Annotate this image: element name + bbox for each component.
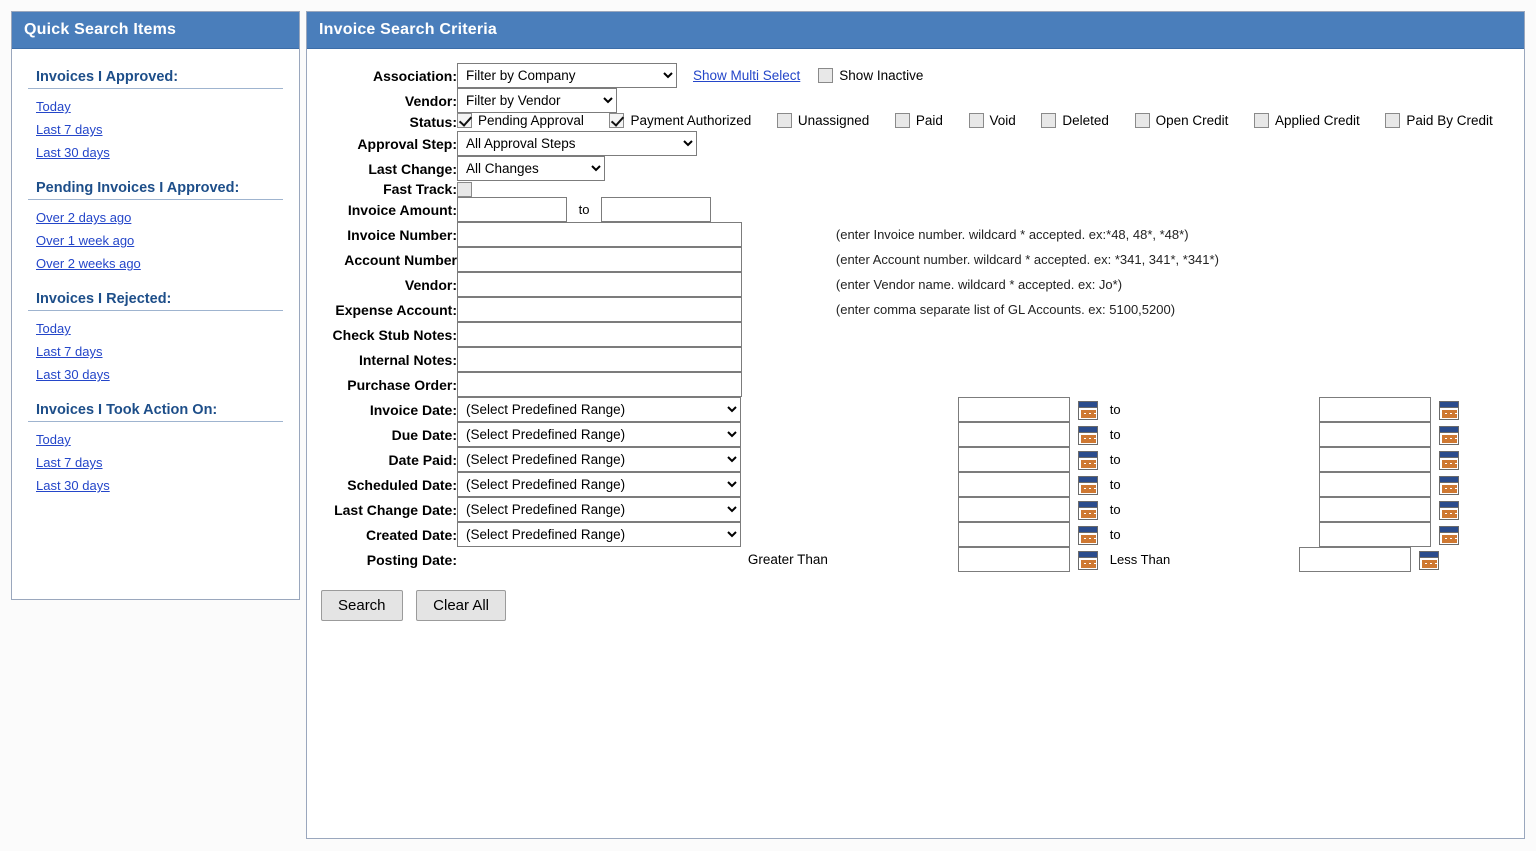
quick-search-link[interactable]: Last 7 days <box>36 344 103 359</box>
due-date-label: Due Date: <box>391 426 457 443</box>
row-last-change-date <box>307 497 1515 522</box>
purchase-order-input[interactable] <box>457 372 742 397</box>
show-inactive-checkbox[interactable] <box>818 68 833 83</box>
calendar-icon[interactable] <box>1078 501 1098 520</box>
purchase-order-label: Purchase Order: <box>347 376 457 393</box>
status-option-paid-by-credit <box>1385 113 1506 128</box>
invoice-amount-to-input[interactable] <box>601 197 711 222</box>
calendar-icon[interactable] <box>1439 426 1459 445</box>
quick-search-body <box>12 49 299 511</box>
created-date-to-input[interactable] <box>1319 522 1431 547</box>
calendar-icon[interactable] <box>1439 401 1459 420</box>
status-checkbox-label: Open Credit <box>1155 113 1229 128</box>
status-checkbox-label: Paid By Credit <box>1406 113 1493 128</box>
scheduled-date-to-field <box>1291 472 1515 497</box>
created-date-to-field <box>1291 522 1515 547</box>
created-date-range-select[interactable] <box>457 522 741 547</box>
form-buttons <box>307 572 1524 621</box>
account-number-field <box>457 247 836 272</box>
row-posting-date <box>307 547 1515 572</box>
association-label: Association: <box>372 67 457 84</box>
calendar-icon[interactable] <box>1078 401 1098 420</box>
quick-search-link[interactable]: Last 7 days <box>36 122 103 137</box>
last-change-date-from-field <box>836 497 1291 522</box>
status-checkbox-label: Unassigned <box>797 113 870 128</box>
invoice-search-form <box>307 49 1524 621</box>
due-date-to-input[interactable] <box>1319 422 1431 447</box>
status-checkbox-pending-approval[interactable] <box>457 113 472 128</box>
account-number-label: Account Number <box>344 251 457 268</box>
expense-account-field <box>457 297 836 322</box>
scheduled-date-from-field <box>836 472 1291 497</box>
due-date-range-select[interactable] <box>457 422 741 447</box>
invoice-amount-label: Invoice Amount: <box>347 201 457 218</box>
invoice-date-label: Invoice Date: <box>369 401 457 418</box>
calendar-icon[interactable] <box>1078 526 1098 545</box>
expense-account-hint: (enter comma separate list of GL Accounts. ex: 5100,5200) <box>835 302 1176 318</box>
quick-search-group-title: Invoices I Approved: <box>28 59 283 89</box>
invoice-date-to-input[interactable] <box>1319 397 1431 422</box>
status-checkbox-label: Payment Authorized <box>630 113 752 128</box>
invoice-date-range-select[interactable] <box>457 397 741 422</box>
invoice-search-header: Invoice Search Criteria <box>307 12 1524 49</box>
invoice-date-to-field <box>1291 397 1515 422</box>
row-check-stub-notes <box>307 322 1515 347</box>
date-paid-to-label: to <box>1109 452 1121 468</box>
vendor-name-input[interactable] <box>457 272 742 297</box>
posting-date-greater-label-cell <box>457 547 836 572</box>
row-invoice-date <box>307 397 1515 422</box>
due-date-from-input[interactable] <box>958 422 1070 447</box>
status-checkbox-deleted[interactable] <box>1041 113 1056 128</box>
row-invoice-number <box>307 222 1515 247</box>
due-date-to-label: to <box>1109 427 1121 443</box>
quick-search-header: Quick Search Items <box>12 12 299 49</box>
posting-date-greater-than-input[interactable] <box>958 547 1070 572</box>
last-change-field <box>457 156 1515 181</box>
calendar-icon[interactable] <box>1078 426 1098 445</box>
date-paid-to-input[interactable] <box>1319 447 1431 472</box>
invoice-amount-from-input[interactable] <box>457 197 567 222</box>
status-option-deleted <box>1041 113 1123 128</box>
calendar-icon[interactable] <box>1419 551 1439 570</box>
internal-notes-label: Internal Notes: <box>358 351 457 368</box>
status-checkbox-applied-credit[interactable] <box>1254 113 1269 128</box>
row-association <box>307 63 1515 88</box>
vendor-filter-select[interactable] <box>457 88 617 113</box>
scheduled-date-label: Scheduled Date: <box>347 476 457 493</box>
approval-step-field <box>457 131 1515 156</box>
vendor-filter-label: Vendor: <box>404 92 457 109</box>
internal-notes-field <box>457 347 836 372</box>
date-paid-to-field <box>1291 447 1515 472</box>
fast-track-checkbox[interactable] <box>457 182 472 197</box>
check-stub-notes-spacer <box>836 322 1515 347</box>
quick-search-link[interactable]: Today <box>36 321 71 336</box>
invoice-search-panel <box>306 11 1525 839</box>
quick-search-link[interactable]: Last 7 days <box>36 455 103 470</box>
status-checkbox-open-credit[interactable] <box>1135 113 1150 128</box>
due-date-from-field <box>836 422 1291 447</box>
status-option-payment-authorized <box>609 113 765 128</box>
row-status <box>307 113 1515 131</box>
status-checkbox-label: Paid <box>915 113 943 128</box>
quick-search-group <box>28 281 283 386</box>
calendar-icon[interactable] <box>1439 451 1459 470</box>
status-option-pending-approval <box>457 113 598 128</box>
date-paid-from-field <box>836 447 1291 472</box>
status-checkbox-label: Applied Credit <box>1275 113 1360 128</box>
created-date-from-input[interactable] <box>958 522 1070 547</box>
status-option-unassigned <box>777 113 883 128</box>
row-invoice-amount <box>307 197 1515 222</box>
row-approval-step <box>307 131 1515 156</box>
status-option-paid <box>895 113 957 128</box>
created-date-from-field <box>836 522 1291 547</box>
row-vendor-filter <box>307 88 1515 113</box>
status-field <box>457 113 1515 131</box>
invoice-number-hint: (enter Invoice number. wildcard * accepted. ex:*48, 48*, *48*) <box>835 227 1189 243</box>
purchase-order-spacer <box>836 372 1515 397</box>
quick-search-link[interactable]: Today <box>36 432 71 447</box>
association-select[interactable] <box>457 63 677 88</box>
quick-search-group-title: Invoices I Took Action On: <box>28 392 283 422</box>
quick-search-link[interactable]: Over 2 days ago <box>36 210 132 225</box>
calendar-icon[interactable] <box>1439 526 1459 545</box>
association-field <box>457 63 1515 88</box>
scheduled-date-range-select[interactable] <box>457 472 741 497</box>
invoice-date-range-field <box>457 397 836 422</box>
account-number-input[interactable] <box>457 247 742 272</box>
row-account-number <box>307 247 1515 272</box>
status-checkbox-paid[interactable] <box>895 113 910 128</box>
quick-search-link[interactable]: Last 30 days <box>36 367 110 382</box>
show-multi-select-link[interactable]: Show Multi Select <box>693 68 801 83</box>
invoice-number-input[interactable] <box>457 222 742 247</box>
vendor-name-hint: (enter Vendor name. wildcard * accepted. ex: Jo*) <box>835 277 1123 293</box>
date-paid-from-input[interactable] <box>958 447 1070 472</box>
row-purchase-order <box>307 372 1515 397</box>
status-option-applied-credit <box>1254 113 1374 128</box>
calendar-icon[interactable] <box>1078 551 1098 570</box>
status-option-open-credit <box>1135 113 1243 128</box>
quick-search-group-title: Invoices I Rejected: <box>28 281 283 311</box>
expense-account-input[interactable] <box>457 297 742 322</box>
last-change-label: Last Change: <box>368 160 457 177</box>
internal-notes-spacer <box>836 347 1515 372</box>
last-change-date-from-input[interactable] <box>958 497 1070 522</box>
due-date-range-field <box>457 422 836 447</box>
quick-search-link[interactable]: Today <box>36 99 71 114</box>
account-number-hint: (enter Account number. wildcard * accepted. ex: *341, 341*, *341*) <box>835 252 1219 268</box>
check-stub-notes-field <box>457 322 836 347</box>
invoice-date-from-field <box>836 397 1291 422</box>
created-date-to-label: to <box>1109 527 1121 543</box>
posting-date-less-than-input[interactable] <box>1299 547 1411 572</box>
approval-step-label: Approval Step: <box>357 135 457 152</box>
created-date-range-field <box>457 522 836 547</box>
invoice-date-to-label: to <box>1109 402 1121 418</box>
posting-date-label: Posting Date: <box>366 551 457 568</box>
status-checkbox-void[interactable] <box>969 113 984 128</box>
row-expense-account <box>307 297 1515 322</box>
last-change-date-range-select[interactable] <box>457 497 741 522</box>
last-change-select[interactable] <box>457 156 605 181</box>
scheduled-date-range-field <box>457 472 836 497</box>
show-inactive-label: Show Inactive <box>839 68 924 83</box>
check-stub-notes-label: Check Stub Notes: <box>332 326 457 343</box>
clear-all-button[interactable]: Clear All <box>416 590 506 621</box>
search-button[interactable]: Search <box>321 590 403 621</box>
row-date-paid <box>307 447 1515 472</box>
posting-date-greater-than-label: Greater Than <box>747 552 828 568</box>
row-fast-track <box>307 181 1515 197</box>
invoice-amount-field <box>457 197 1515 222</box>
last-change-date-to-input[interactable] <box>1319 497 1431 522</box>
quick-search-link[interactable]: Last 30 days <box>36 145 110 160</box>
invoice-number-label: Invoice Number: <box>347 226 457 243</box>
quick-search-group <box>28 59 283 164</box>
scheduled-date-to-input[interactable] <box>1319 472 1431 497</box>
status-checkbox-unassigned[interactable] <box>777 113 792 128</box>
date-paid-range-field <box>457 447 836 472</box>
quick-search-group-title: Pending Invoices I Approved: <box>28 170 283 200</box>
last-change-date-to-field <box>1291 497 1515 522</box>
fast-track-label: Fast Track: <box>383 181 457 198</box>
row-last-change <box>307 156 1515 181</box>
row-vendor-name <box>307 272 1515 297</box>
quick-search-link[interactable]: Over 2 weeks ago <box>36 256 141 271</box>
invoice-date-from-input[interactable] <box>958 397 1070 422</box>
posting-date-greater-field <box>836 547 1291 572</box>
posting-date-less-than-label: Less Than <box>1109 552 1171 568</box>
scheduled-date-from-input[interactable] <box>958 472 1070 497</box>
vendor-filter-field <box>457 88 1515 113</box>
posting-date-less-field <box>1291 547 1515 572</box>
last-change-date-to-label: to <box>1109 502 1121 518</box>
purchase-order-field <box>457 372 836 397</box>
quick-search-group <box>28 170 283 275</box>
last-change-date-range-field <box>457 497 836 522</box>
row-scheduled-date <box>307 472 1515 497</box>
last-change-date-label: Last Change Date: <box>334 501 457 518</box>
date-paid-label: Date Paid: <box>388 451 457 468</box>
status-checkbox-label: Void <box>989 113 1016 128</box>
calendar-icon[interactable] <box>1078 476 1098 495</box>
calendar-icon[interactable] <box>1439 476 1459 495</box>
approval-step-select[interactable] <box>457 131 697 156</box>
check-stub-notes-input[interactable] <box>457 322 742 347</box>
vendor-name-field <box>457 272 836 297</box>
status-option-void <box>969 113 1030 128</box>
criteria-table <box>307 63 1515 572</box>
quick-search-link[interactable]: Over 1 week ago <box>36 233 135 248</box>
row-created-date <box>307 522 1515 547</box>
scheduled-date-to-label: to <box>1109 477 1121 493</box>
date-paid-range-select[interactable] <box>457 447 741 472</box>
invoice-number-field <box>457 222 836 247</box>
status-checkbox-label: Pending Approval <box>478 113 584 128</box>
expense-account-label: Expense Account: <box>335 301 457 318</box>
fast-track-field <box>457 181 1515 197</box>
row-internal-notes <box>307 347 1515 372</box>
status-label: Status: <box>409 114 457 130</box>
status-checkbox-label: Deleted <box>1062 113 1109 128</box>
status-checkbox-paid-by-credit[interactable] <box>1385 113 1400 128</box>
quick-search-panel <box>11 11 300 600</box>
due-date-to-field <box>1291 422 1515 447</box>
row-due-date <box>307 422 1515 447</box>
quick-search-group <box>28 392 283 497</box>
invoice-amount-to-label: to <box>578 202 590 218</box>
internal-notes-input[interactable] <box>457 347 742 372</box>
vendor-name-label: Vendor: <box>404 276 457 293</box>
quick-search-link[interactable]: Last 30 days <box>36 478 110 493</box>
status-checkbox-payment-authorized[interactable] <box>609 113 624 128</box>
created-date-label: Created Date: <box>365 526 457 543</box>
calendar-icon[interactable] <box>1439 501 1459 520</box>
calendar-icon[interactable] <box>1078 451 1098 470</box>
